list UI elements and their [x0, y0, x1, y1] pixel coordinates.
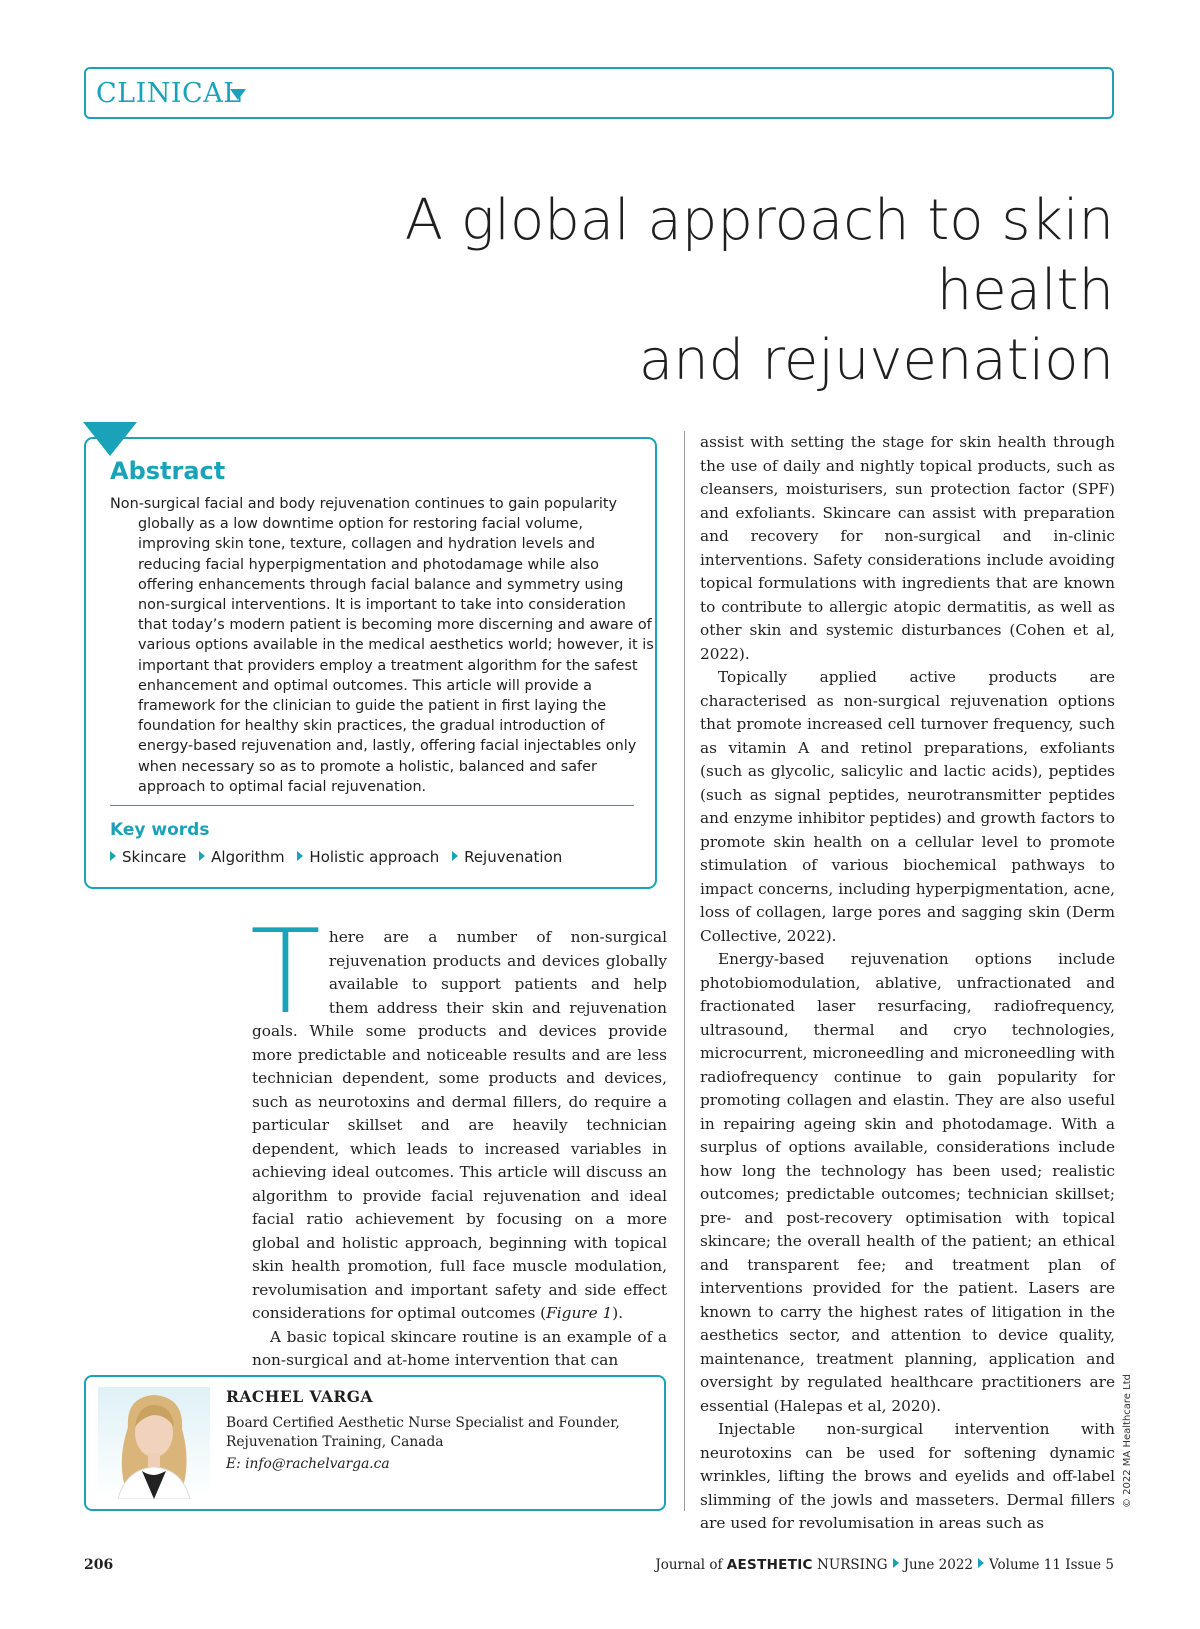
triangle-bullet-icon: [199, 851, 205, 861]
triangle-bullet-icon: [110, 851, 116, 861]
keyword-label: Skincare: [122, 848, 187, 866]
body-paragraph-topical-actives: Topically applied active products are characterised as non-surgical rejuvenation options that promote increased cell turnover frequency, such as vitamin A and retinol preparations, exfoliants (such as glycolic, salicylic and lactic acids), peptides (such as signal peptides, neurotransmitter peptides and enzyme inhibitor peptides) and growth factors to promote skin health on a cellular level to promote stimulation of various biochemical pathways to impact concerns, including hyperpigmentation, acne, loss of collagen, large pores and sagging skin (Derm Collective, 2022).: [700, 668, 1115, 945]
keywords-list: [110, 848, 570, 866]
abstract-notch-icon: [83, 422, 137, 456]
abstract-text: Non-surgical facial and body rejuvenation continues to gain popularity globally as a low downtime option for restoring facial volume, improving skin tone, texture, collagen and hydration levels and reducing facial hyperpigmentation and photodamage while also offering enhancements through facial balance and symmetry using non-surgical interventions. It is important to take into consideration that today’s modern patient is becoming more discerning and aware of various options available in the medical aesthetics world; however, it is important that providers employ a treatment algorithm for the safest enhancement and optimal outcomes. This article will provide a framework for the clinician to guide the patient in first laying the foundation for healthy skin practices, the gradual introduction of energy-based rejuvenation and, lastly, offering facial injectables only when necessary so as to promote a holistic, balanced and safer approach to optimal facial rejuvenation.: [110, 496, 654, 795]
section-label: CLINICAL: [96, 78, 242, 109]
journal-suffix: NURSING: [812, 1557, 888, 1573]
keyword-item: [110, 848, 186, 866]
caret-down-icon: [230, 89, 246, 100]
issue-date: June 2022: [903, 1557, 974, 1573]
body-paragraph-skincare-continued: assist with setting the stage for skin health through the use of daily and nightly topical products, such as cleansers, moisturisers, sun protection factor (SPF) and exfoliants. Skincare can assist with preparation and recovery for non-surgical and in-clinic interventions. Safety considerations include avoiding topical formulations with ingredients that are known to contribute to allergic atopic dermatitis, as well as other skin and systemic disturbances (Cohen et al, 2022).: [700, 433, 1115, 663]
keyword-label: Rejuvenation: [464, 848, 563, 866]
section-header: [84, 67, 1114, 119]
figure-reference: Figure 1: [546, 1304, 613, 1322]
keyword-item: [297, 848, 439, 866]
triangle-bullet-icon: [452, 851, 458, 861]
body-column-right: [700, 431, 1115, 1536]
body-paragraph-energy-based: Energy-based rejuvenation options include photobiomodulation, ablative, unfractionated and fractionated laser resurfacing, radiofrequency, ultrasound, thermal and cryo technologies, microcurrent, microneedling and microneedling with radiofrequency continue to gain popularity for promoting collagen and elastin. They are also useful in repairing ageing skin and photodamage. With a surplus of options available, considerations include how long the technology has been used; realistic outcomes; predictable outcomes; technician skillset; pre- and post-recovery optimisation with topical skincare; the overall health of the patient; an ethical and transparent fee; and treatment plan of interventions provided for the patient. Lasers are known to carry the highest rates of litigation in the aesthetics sector, and attention to device quality, maintenance, treatment planning, application and oversight by regulated healthcare practitioners are essential (Halepas et al, 2020).: [700, 950, 1115, 1415]
article-title: [214, 186, 1114, 396]
journal-prefix: Journal of: [655, 1557, 727, 1573]
triangle-separator-icon: [978, 1558, 984, 1568]
triangle-separator-icon: [893, 1558, 899, 1568]
body-column-left: [250, 905, 667, 1373]
intro-text: here are a number of non-surgical rejuvenation products and devices globally available to support patients and help them address their skin and rejuvenation goals. While some products and devices provide more predictable and noticeable results and are less technician dependent, some products and devices, such as neurotoxins and dermal fillers, do require a particular skillset and are heavily technician dependent, which leads to increased variables in achieving ideal outcomes. This article will discuss an algorithm to provide facial rejuvenation and ideal facial ratio achievement by focusing on a more global and holistic approach, beginning with topical skin health promotion, full face muscle modulation, revolumisation and important safety and side effect considerations for optimal outcomes (: [252, 928, 667, 1322]
journal-brand: AESTHETIC: [726, 1557, 813, 1573]
intro-text-end: ).: [612, 1304, 624, 1322]
page-number: 206: [84, 1557, 114, 1573]
column-divider: [684, 431, 685, 1511]
body-paragraph-injectables: Injectable non-surgical intervention with neurotoxins can be used for softening dynamic wrinkles, lifting the brows and eyelids and off-label slimming of the jowls and masseters. Dermal fillers are used for revolumisation in areas such as: [700, 1420, 1115, 1532]
keywords-divider: [110, 805, 634, 806]
author-box: [84, 1375, 666, 1511]
article-title-line-1: A global approach to skin health: [404, 188, 1114, 323]
keyword-item: [199, 848, 284, 866]
article-title-line-2: and rejuvenation: [638, 328, 1114, 393]
issue-volume: Volume 11 Issue 5: [989, 1557, 1114, 1573]
copyright-notice: © 2022 MA Healthcare Ltd: [1122, 1374, 1133, 1508]
body-paragraph-intro: [250, 905, 667, 1326]
abstract-heading: Abstract: [110, 457, 226, 485]
author-portrait-icon: [98, 1387, 210, 1499]
abstract-box: [84, 437, 657, 889]
keyword-label: Algorithm: [211, 848, 285, 866]
author-email: E: info@rachelvarga.ca: [226, 1456, 390, 1472]
journal-footer: [655, 1557, 1114, 1573]
drop-cap: T: [250, 905, 321, 1040]
triangle-bullet-icon: [297, 851, 303, 861]
author-avatar: [98, 1387, 210, 1499]
author-role: Board Certified Aesthetic Nurse Specialist and Founder, Rejuvenation Training, Canada: [226, 1415, 620, 1450]
keyword-item: [452, 848, 562, 866]
author-name: RACHEL VARGA: [226, 1387, 373, 1406]
keyword-label: Holistic approach: [309, 848, 440, 866]
body-paragraph-skincare-start: A basic topical skincare routine is an example of a non-surgical and at-home intervention that can: [252, 1327, 667, 1369]
keywords-heading: Key words: [110, 820, 210, 840]
